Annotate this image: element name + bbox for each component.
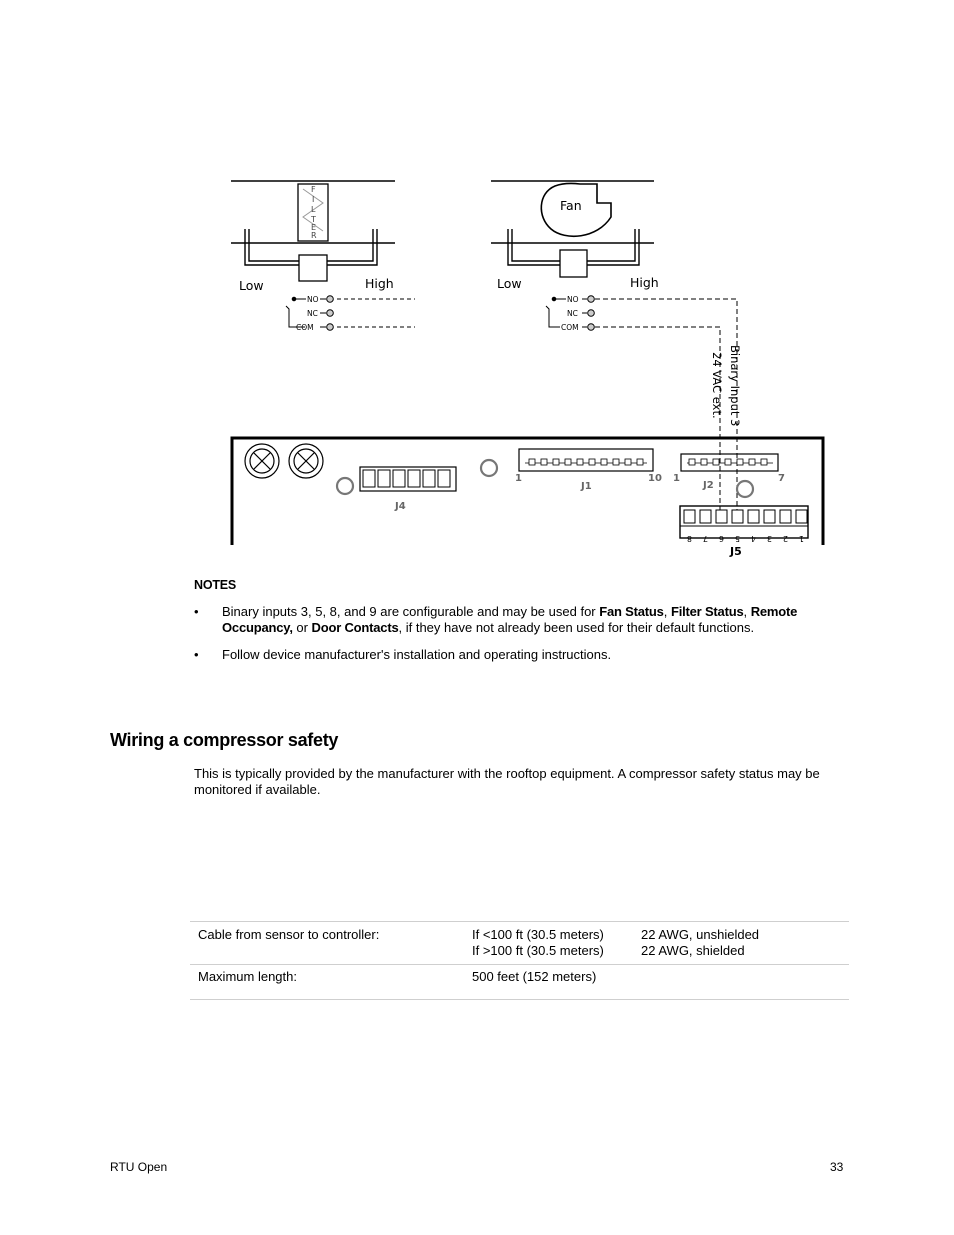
left-low-label: Low <box>239 278 264 293</box>
row-value <box>633 922 849 965</box>
row-condition: 500 feet (152 meters) <box>472 969 597 984</box>
filter-letter: T <box>311 215 316 224</box>
filter-status-term: Filter Status <box>670 604 744 619</box>
section-paragraph: This is typically provided by the manufacturer with the rooftop equipment. A compressor safety status may be monitored if available. <box>194 766 820 797</box>
left-high-label: High <box>365 276 394 291</box>
value-line: 22 AWG, shielded <box>641 943 745 958</box>
notes-heading: NOTES <box>194 578 237 592</box>
left-com-label: COM <box>296 323 314 332</box>
j5-pin-number: 8 <box>686 534 692 543</box>
note-1-sep: , <box>663 604 671 619</box>
table-row <box>190 922 849 965</box>
section-title: Wiring a compressor safety <box>110 730 339 750</box>
note-1-sep: , <box>743 604 751 619</box>
j5-pin-number: 7 <box>702 534 708 543</box>
j1-start-label: 1 <box>515 473 522 484</box>
vac-wire <box>595 327 720 512</box>
j2-end-label: 7 <box>778 473 785 484</box>
filter-letter: F <box>311 185 316 194</box>
right-nc-label: NC <box>567 309 578 318</box>
j5-pin-number: 1 <box>798 534 804 543</box>
row-value <box>633 965 849 1000</box>
j5-pin-number: 3 <box>766 534 772 543</box>
filter-letter: I <box>312 195 315 204</box>
right-no-label: NO <box>567 295 579 304</box>
filter-letter: L <box>311 205 316 214</box>
left-no-label: NO <box>307 295 319 304</box>
fan-status-term: Fan Status <box>599 604 664 619</box>
j4-label: J4 <box>395 501 406 512</box>
note-2-text: Follow device manufacturer's installation and operating instructions. <box>222 647 612 662</box>
j2-pins <box>689 459 767 465</box>
fan-label: Fan <box>560 198 582 213</box>
filter-letters <box>310 185 317 240</box>
j5-pin-number: 2 <box>782 534 788 543</box>
cable-spec-table <box>190 921 849 1000</box>
note-1-sep: or <box>292 620 312 635</box>
filter-letter: R <box>311 231 317 240</box>
j1-pins <box>529 459 643 465</box>
j2-label: J2 <box>703 480 714 491</box>
note-1-part: , if they have not already been used for their default functions. <box>398 620 755 635</box>
row-condition <box>464 922 633 965</box>
note-bullet-1 <box>194 604 834 638</box>
bullet-icon: • <box>194 604 199 619</box>
j2-start-label: 1 <box>673 473 680 484</box>
filter-letter: E <box>311 223 317 232</box>
j5-pin-number: 4 <box>750 534 756 543</box>
j5-pin-number: 5 <box>734 534 740 543</box>
left-nc-label: NC <box>307 309 318 318</box>
note-bullet-2 <box>194 647 834 665</box>
j1-end-label: 10 <box>648 473 662 484</box>
binary-input-3-label: Binary Input 3 <box>728 345 742 427</box>
condition-line: If >100 ft (30.5 meters) <box>472 943 604 958</box>
fan-pressure-switch <box>491 181 654 277</box>
wiring-diagram <box>225 175 835 565</box>
j5-pin-number: 6 <box>718 534 724 543</box>
j5-label: J5 <box>730 545 742 558</box>
row-label: Cable from sensor to controller: <box>198 927 380 942</box>
right-low-label: Low <box>497 276 522 291</box>
j1-label: J1 <box>581 481 592 492</box>
right-com-label: COM <box>561 323 579 332</box>
condition-line: If <100 ft (30.5 meters) <box>472 927 604 942</box>
footer-doc-title: RTU Open <box>110 1160 168 1174</box>
note-1-part: Binary inputs 3, 5, 8, and 9 are configurable and may be used for <box>222 604 600 619</box>
footer-page-number: 33 <box>830 1160 844 1174</box>
controller-board <box>232 438 823 545</box>
vac-ext-label: 24 VAC ext. <box>710 352 724 419</box>
bullet-icon: • <box>194 647 199 662</box>
table-row <box>190 965 849 1000</box>
j5-terminals <box>684 510 807 523</box>
note-1-text <box>222 604 822 636</box>
remote-occupancy-term: Remote Occupancy, <box>222 604 798 635</box>
door-contacts-term: Door Contacts <box>311 620 399 635</box>
row-label: Maximum length: <box>198 969 297 984</box>
value-line: 22 AWG, unshielded <box>641 927 760 942</box>
right-high-label: High <box>630 275 659 290</box>
